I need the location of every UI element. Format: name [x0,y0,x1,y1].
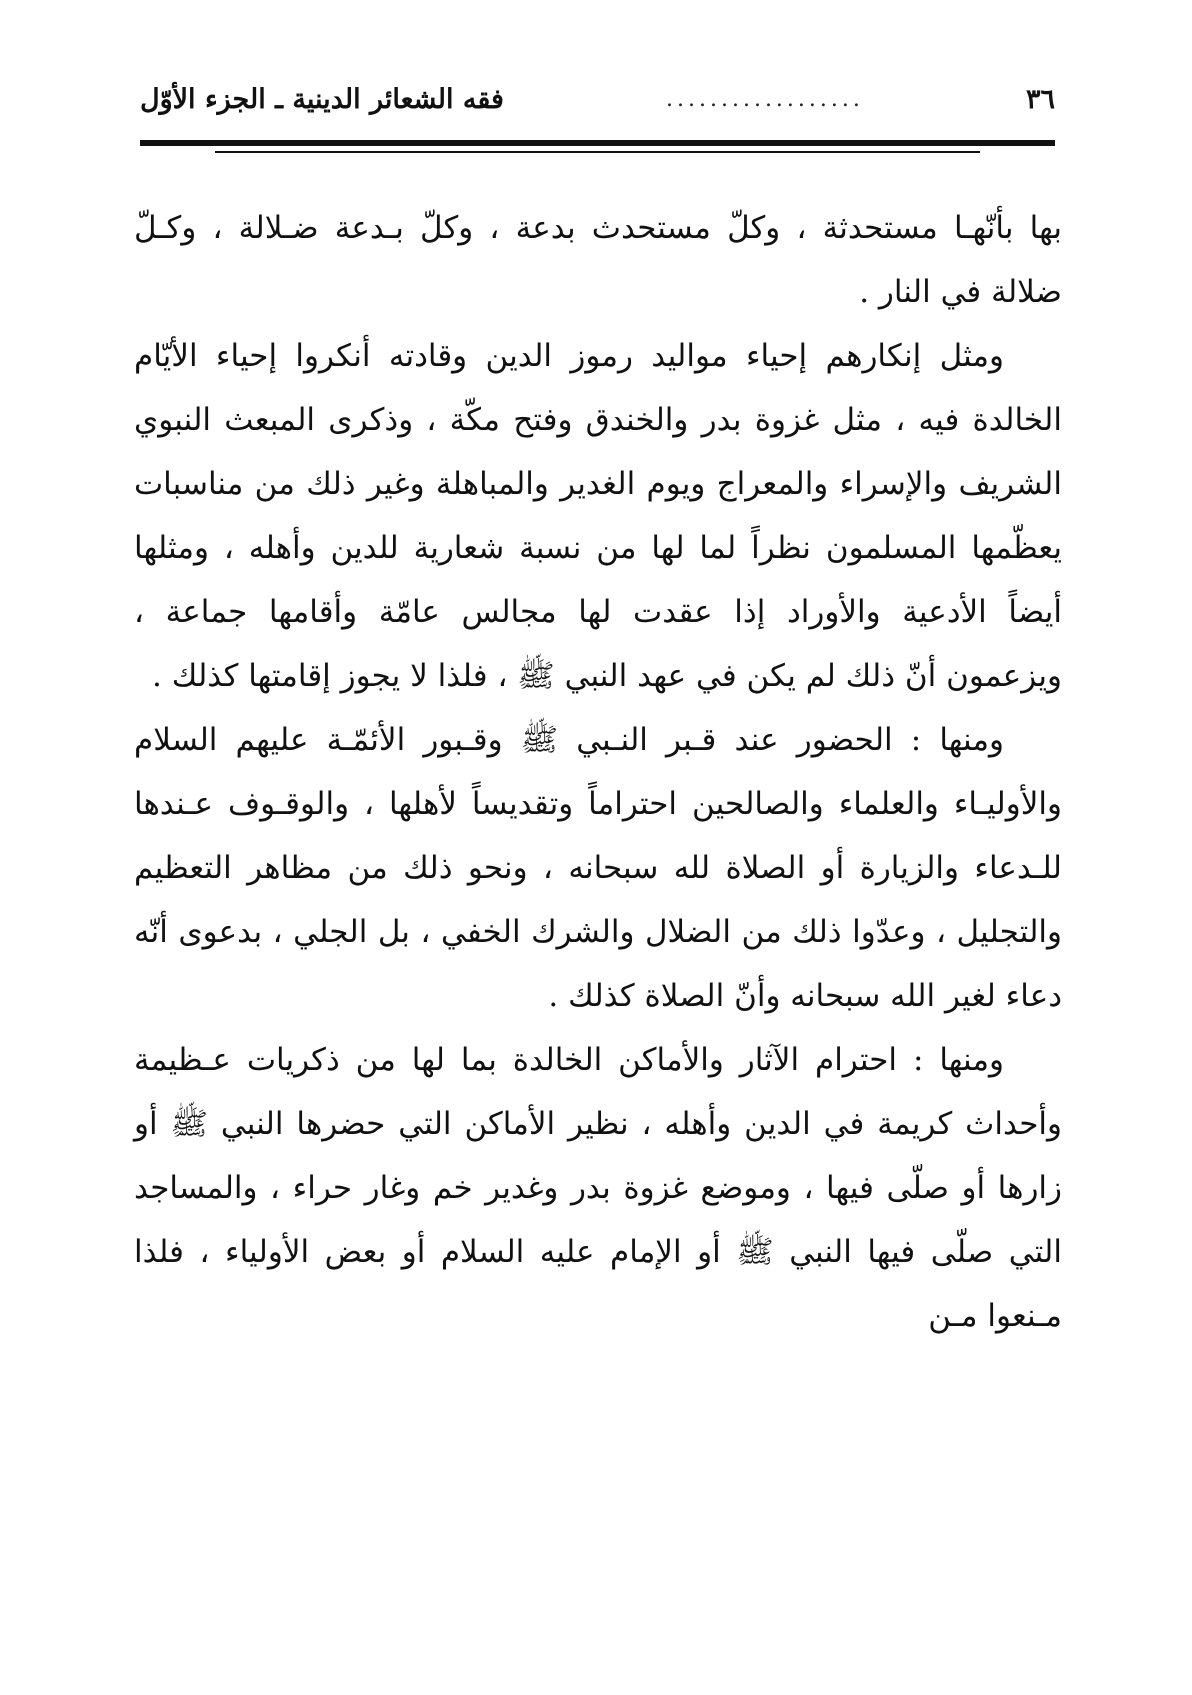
paragraph-continuation: بها بأنّهـا مستحدثة ، وكلّ مستحدث بدعة ، وكلّ بـدعة ضـلالة ، وكـلّ ضلالة في النار . [134,210,1062,310]
paragraph: ومنها : احترام الآثار والأماكن الخالدة بما لها من ذكريات عـظيمة وأحداث كريمة في الدين وأهله ، نظير الأماكن التي حضرها النبي ﷺ أو زارها أو صلّى فيها ، وموضع غزوة بدر وغدير خم وغار حراء ، والمساجد التي صلّى فيها النبي ﷺ أو الإمام عليه السلام أو بعض الأولياء ، فلذا مـنعوا مـن [134,1042,1063,1334]
body-text [134,196,1062,1348]
page-number: ٣٦ [1025,84,1055,115]
header-rule-thin [215,151,980,153]
header-rule-thick [140,140,1055,146]
paragraph: ومثل إنكارهم إحياء مواليد رموز الدين وقادته أنكروا إحياء الأيّام الخالدة فيه ، مثل غزوة بدر والخندق وفتح مكّة ، وذكرى المبعث النبوي الشريف والإسراء والمعراج ويوم الغدير والمباهلة وغير ذلك من مناسبات يعظّمها المسلمون نظراً لما لها من نسبة شعارية للدين وأهله ، ومثلها أيضاً الأدعية والأوراد إذا عقدت لها مجالس عامّة وأقامها جماعة ، ويزعمون أنّ ذلك لم يكن في عهد النبي ﷺ ، فلذا لا يجوز إقامتها كذلك . [134,338,1062,694]
paragraph: ومنها : الحضور عند قـبر النـبي ﷺ وقـبور الأئمّـة عليهم السلام والأوليـاء والعلماء والصالحين احتراماً وتقديساً لأهلها ، والوقـوف عـندها للـدعاء والزيارة أو الصلاة لله سبحانه ، ونحو ذلك من مظاهر التعظيم والتجليل ، وعدّوا ذلك من الضلال والشرك الخفي ، بل الجلي ، بدعوى أنّه دعاء لغير الله سبحانه وأنّ الصلاة كذلك . [134,722,1062,1014]
running-title: فقه الشعائر الدينية ـ الجزء الأوّل [140,84,504,115]
header-leader-dots: .................. [666,87,864,112]
running-header [140,78,1055,122]
